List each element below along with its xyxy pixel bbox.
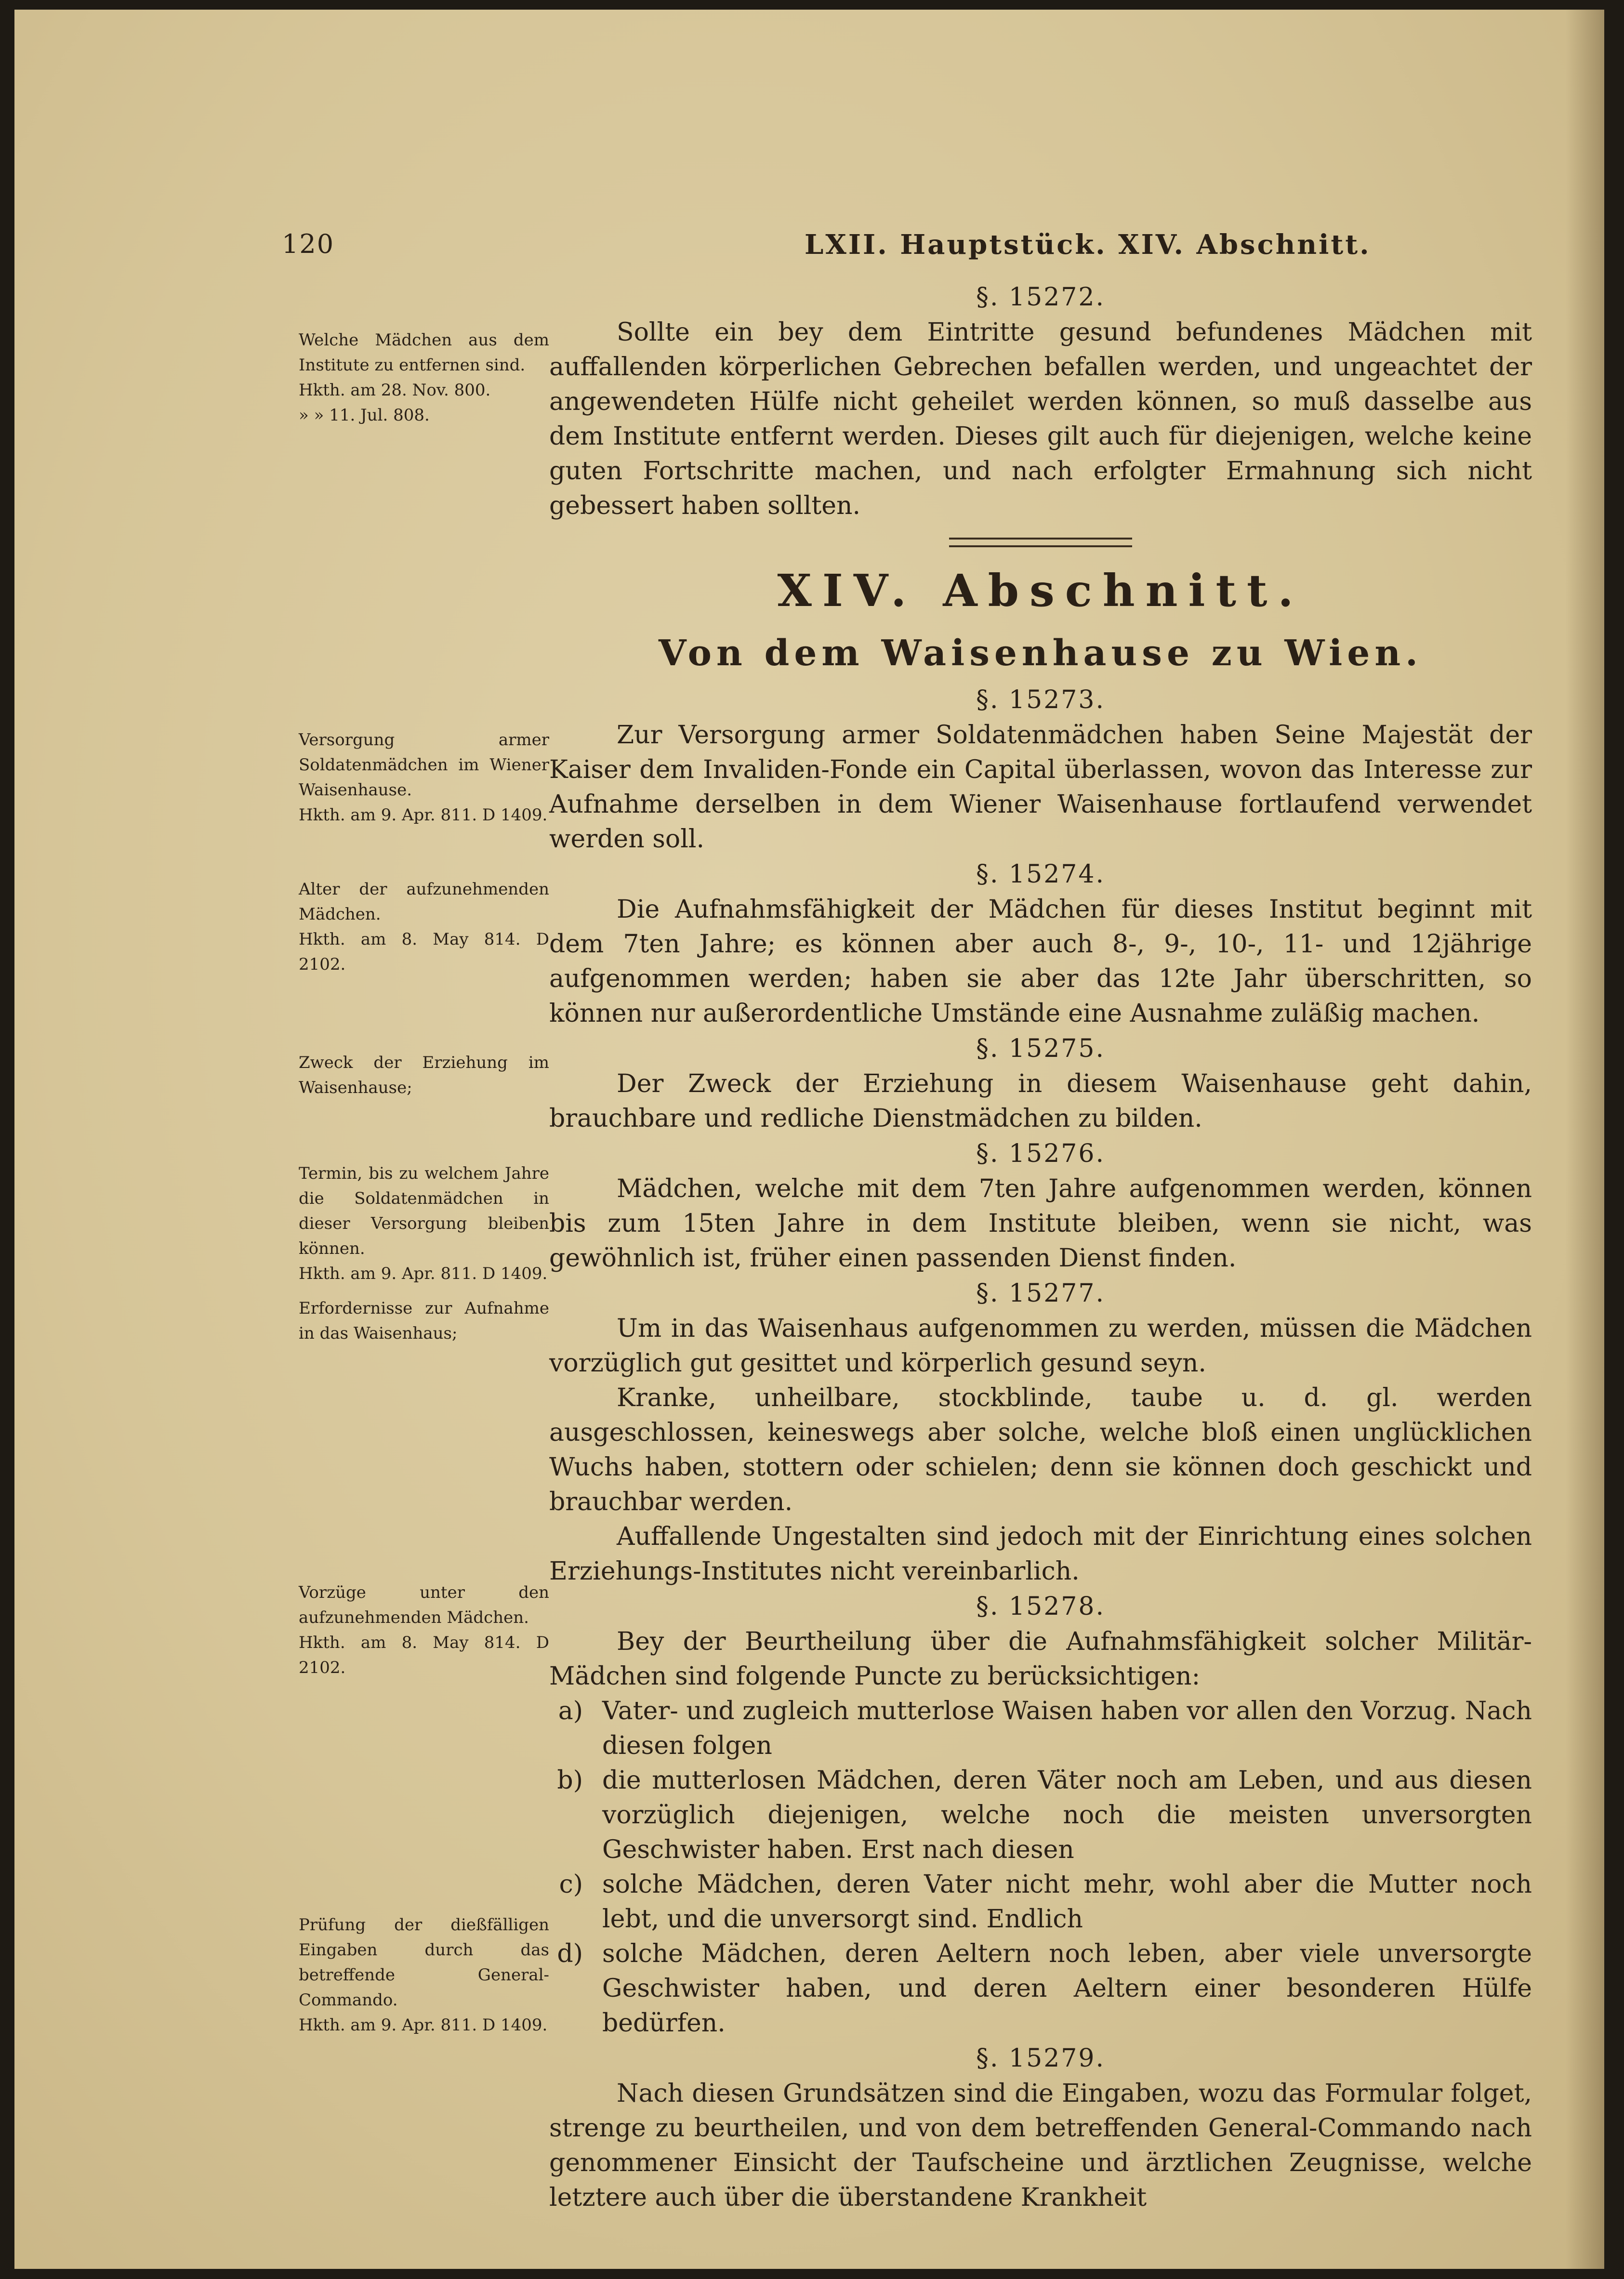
paragraph-text: Sollte ein bey dem Eintritte gesund befundenes Mädchen mit auffallenden körperlichen Gebrechen befallen werden, und ungeachtet der angewendeten Hülfe nicht geheilet werden können, so muß dasselbe aus dem Institute entfernt werden. Dieses gilt auch für diejenigen, welche keine guten Fortschritte machen, und nach erfolgter Ermahnung sich nicht gebessert haben sollten. bbox=[549, 318, 1532, 520]
paragraph-text: Auffallende Ungestalten sind jedoch mit der Einrichtung eines solchen Erziehungs-Institutes nicht vereinbarlich. bbox=[549, 1522, 1532, 1586]
side-note-reference: Hkth. am 8. May 814. D 2102. bbox=[299, 1633, 549, 1677]
list-item bbox=[549, 1763, 1532, 1867]
page-header bbox=[14, 229, 1604, 267]
side-note bbox=[299, 877, 549, 977]
list-item-text: solche Mädchen, deren Vater nicht mehr, wohl aber die Mutter noch lebt, und die unversorgt sind. Endlich bbox=[602, 1870, 1532, 1934]
side-note bbox=[299, 1580, 549, 1680]
paragraph-text: Bey der Beurtheilung über die Aufnahmsfähigkeit solcher Militär-Mädchen sind folgende Puncte zu berücksichtigen: bbox=[549, 1627, 1532, 1691]
section-title: XIV. Abschnitt. bbox=[777, 565, 1304, 617]
side-note-text: Alter der aufzunehmenden Mädchen. bbox=[299, 880, 549, 924]
paragraph-number: §. 15277. bbox=[976, 1279, 1105, 1308]
side-note-reference: Hkth. am 8. May 814. D 2102. bbox=[299, 930, 549, 974]
list-item bbox=[549, 1694, 1532, 1763]
book-page bbox=[14, 10, 1604, 2269]
side-note-text: Erfordernisse zur Aufnahme in das Waisenhaus; bbox=[299, 1299, 549, 1343]
paragraph-text: Die Aufnahmsfähigkeit der Mädchen für dieses Institut beginnt mit dem 7ten Jahre; es können aber auch 8-, 9-, 10-, 11- und 12jährige aufgenommen werden; haben sie aber das 12te Jahr überschritten, so können nur außerordentliche Umstände eine Ausnahme zuläßig machen. bbox=[549, 895, 1532, 1028]
side-note bbox=[299, 1050, 549, 1100]
paragraph-text: Nach diesen Grundsätzen sind die Eingaben, wozu das Formular folget, strenge zu beurtheilen, und von dem betreffenden General-Commando nach genommener Einsicht der Taufscheine und ärztlichen Zeugnisse, welche letztere auch über die überstandene Krankheit bbox=[549, 2079, 1532, 2212]
section-subtitle: Von dem Waisenhause zu Wien. bbox=[659, 632, 1423, 674]
side-note-text: Termin, bis zu welchem Jahre die Soldatenmädchen in dieser Versorgung bleiben können. bbox=[299, 1164, 549, 1258]
page-number: 120 bbox=[282, 229, 335, 259]
running-title: LXII. Hauptstück. XIV. Abschnitt. bbox=[805, 229, 1371, 261]
section-divider bbox=[949, 538, 1132, 547]
side-note-reference: Hkth. am 9. Apr. 811. D 1409. bbox=[299, 805, 548, 825]
side-note bbox=[299, 1912, 549, 2038]
side-note bbox=[299, 328, 549, 428]
side-note-reference: Hkth. am 9. Apr. 811. D 1409. bbox=[299, 1264, 548, 1283]
criteria-list bbox=[549, 1694, 1532, 2041]
paragraph-text: Kranke, unheilbare, stockblinde, taube u. d. gl. werden ausgeschlossen, keineswegs aber solche, welche bloß einen unglücklichen Wuchs haben, stottern oder schielen; denn sie können doch geschickt und brauchbar werden. bbox=[549, 1383, 1532, 1516]
side-note-text: Zweck der Erziehung im Waisenhause; bbox=[299, 1053, 549, 1097]
main-text-column bbox=[549, 279, 1532, 2215]
paragraph-number: §. 15272. bbox=[976, 283, 1105, 312]
list-marker: d) bbox=[557, 1939, 583, 1968]
list-item-text: die mutterlosen Mädchen, deren Väter noch am Leben, und aus diesen vorzüglich diejenigen, welche noch die meisten unversorgten Geschwister haben. Erst nach diesen bbox=[602, 1766, 1532, 1864]
paragraph-text: Um in das Waisenhaus aufgenommen zu werden, müssen die Mädchen vorzüglich gut gesittet und körperlich gesund seyn. bbox=[549, 1314, 1532, 1378]
side-note-text: Vorzüge unter den aufzunehmenden Mädchen. bbox=[299, 1583, 549, 1627]
list-item bbox=[549, 1936, 1532, 2041]
side-note-text: Welche Mädchen aus dem Institute zu entfernen sind. bbox=[299, 330, 549, 375]
list-item bbox=[549, 1867, 1532, 1936]
paragraph-text: Der Zweck der Erziehung in diesem Waisenhause geht dahin, brauchbare und redliche Dienstmädchen zu bilden. bbox=[549, 1069, 1532, 1133]
side-note-reference: Hkth. am 9. Apr. 811. D 1409. bbox=[299, 2016, 548, 2035]
paragraph-number: §. 15273. bbox=[976, 685, 1105, 714]
side-note bbox=[299, 727, 549, 828]
side-note bbox=[299, 1296, 549, 1346]
paragraph-text: Mädchen, welche mit dem 7ten Jahre aufgenommen werden, können bis zum 15ten Jahre in dem Institute bleiben, wenn sie nicht, was gewöhnlich ist, früher einen passenden Dienst finden. bbox=[549, 1174, 1532, 1273]
paragraph-text: Zur Versorgung armer Soldatenmädchen haben Seine Majestät der Kaiser dem Invaliden-Fonde ein Capital überlassen, wovon das Interesse zur Aufnahme derselben in dem Wiener Waisenhause fortlaufend verwendet werden soll. bbox=[549, 721, 1532, 854]
list-marker: a) bbox=[558, 1697, 583, 1726]
side-note-text: Versorgung armer Soldatenmädchen im Wiener Waisenhause. bbox=[299, 730, 549, 800]
paragraph-number: §. 15276. bbox=[976, 1139, 1105, 1168]
paragraph-number: §. 15278. bbox=[976, 1592, 1105, 1621]
side-note-reference: » » 11. Jul. 808. bbox=[299, 406, 430, 425]
side-note-reference: Hkth. am 28. Nov. 800. bbox=[299, 381, 491, 400]
paragraph-number: §. 15274. bbox=[976, 860, 1105, 889]
side-note bbox=[299, 1161, 549, 1286]
page-spine-shadow bbox=[1566, 10, 1604, 2269]
side-note-text: Prüfung der dießfälligen Eingaben durch das betreffende General-Commando. bbox=[299, 1915, 549, 2010]
list-marker: c) bbox=[559, 1870, 583, 1899]
list-item-text: solche Mädchen, deren Aeltern noch leben, aber viele unversorgte Geschwister haben, und deren Aeltern einer besonderen Hülfe bedürfen. bbox=[602, 1939, 1532, 2038]
list-marker: b) bbox=[557, 1766, 583, 1795]
paragraph-number: §. 15275. bbox=[976, 1034, 1105, 1063]
paragraph-number: §. 15279. bbox=[976, 2044, 1105, 2073]
list-item-text: Vater- und zugleich mutterlose Waisen haben vor allen den Vorzug. Nach diesen folgen bbox=[602, 1697, 1532, 1760]
